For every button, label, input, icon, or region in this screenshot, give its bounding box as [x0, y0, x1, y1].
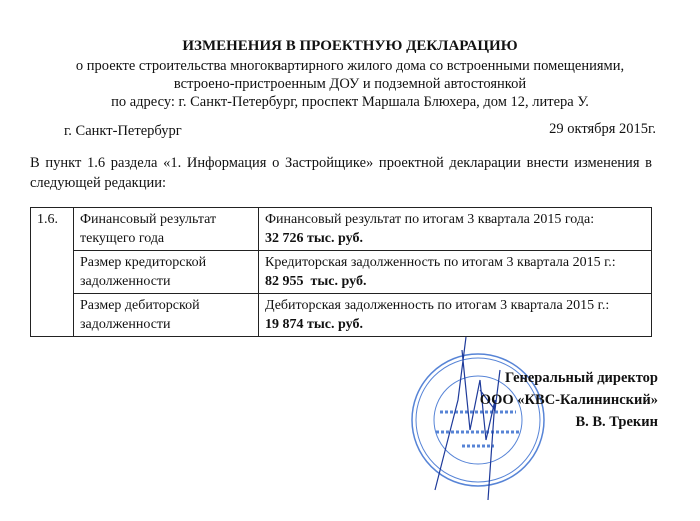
subtitle-line-1: о проекте строительства многоквартирного жилого дома со встроенными помещениями, [75, 58, 625, 74]
signatory-position: Генеральный директор [504, 370, 658, 386]
row-text: Финансовый результат по итогам 3 квартала 2015 года: [265, 212, 595, 227]
row-text: Кредиторская задолженность по итогам 3 квартала 2015 г.: [265, 255, 616, 270]
date: 29 октября 2015г. [549, 121, 656, 137]
row-name: Размер дебиторской задолженности [74, 294, 259, 337]
item-number: 1.6. [31, 208, 74, 337]
handwritten-signature [435, 337, 500, 500]
signatory-name: В. В. Трекин [575, 414, 658, 430]
subtitle-line-3: по адресу: г. Санкт-Петербург, проспект Маршала Блюхера, дом 12, литера У. [111, 94, 589, 110]
place: г. Санкт-Петербург [64, 123, 182, 139]
row-name: Финансовый результат текущего года [74, 208, 259, 251]
row-value: 82 955 тыс. руб. [265, 274, 367, 289]
document-title: ИЗМЕНЕНИЯ В ПРОЕКТНУЮ ДЕКЛАРАЦИЮ [182, 38, 518, 54]
row-value: 19 874 тыс. руб. [265, 317, 363, 332]
signatory-company: ООО «КВС-Калининский» [479, 392, 658, 408]
row-name: Размер кредиторской задолженности [74, 251, 259, 294]
subtitle-line-2: встроено-пристроенным ДОУ и подземной автостоянкой [173, 76, 527, 92]
row-text: Дебиторская задолженность по итогам 3 квартала 2015 г.: [265, 298, 610, 313]
row-value: 32 726 тыс. руб. [265, 231, 363, 246]
intro-paragraph: В пункт 1.6 раздела «1. Информация о Застройщике» проектной декларации внести изменения в следующей редакции: [30, 155, 652, 191]
